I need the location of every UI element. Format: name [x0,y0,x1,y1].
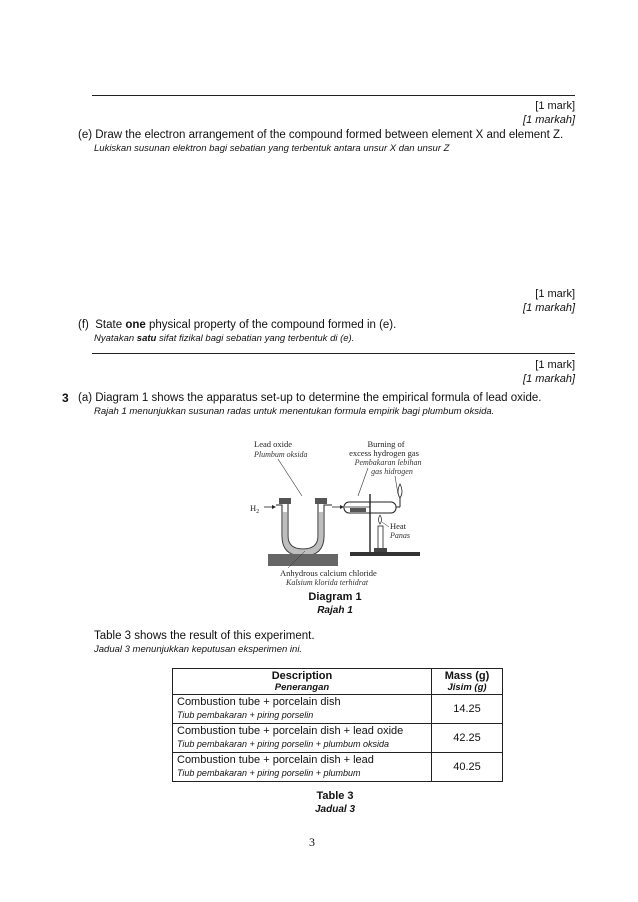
mark-label-1-my: [1 markah] [523,114,575,126]
results-table [172,668,503,782]
label-anhydrous: Anhydrous calcium chloride [280,568,377,578]
row-2-desc: Combustion tube + porcelain dish + lead oxide [177,725,404,737]
header-description-label-my: Penerangan [274,682,330,693]
label-lead-oxide-my: Plumbum oksida [254,450,308,459]
question-f-label: (f) [78,319,89,331]
header-mass-label-my: Jisim (g) [447,682,487,693]
diagram-caption: Diagram 1 [308,591,362,603]
apparatus-diagram [250,436,430,586]
label-lead-oxide: Lead oxide [254,439,292,449]
mark-label-3-my: [1 markah] [523,373,575,385]
question-f-text-bold: one [125,319,146,331]
header-mass [432,669,503,695]
label-heat-my: Panas [390,531,410,540]
table-intro: Table 3 shows the result of this experiment. [94,630,315,642]
question-3a: (a) Diagram 1 shows the apparatus set-up to determine the empirical formula of lead oxide. [78,392,542,404]
row-1-desc: Combustion tube + porcelain dish [177,696,341,708]
diagram-caption-my: Rajah 1 [317,605,353,616]
label-burning-2: excess hydrogen gas [349,448,419,458]
mark-label-1: [1 mark] [535,100,575,112]
answer-line-top [92,95,575,96]
label-heat: Heat [390,521,407,531]
label-h2: $H_2$ [250,503,260,515]
table-row [173,753,503,782]
question-f-my-pre: Nyatakan [94,333,137,344]
row-3-desc-my: Tiub pembakaran + piring porselin + plumbum [177,768,361,778]
label-burning-my-2: gas hidrogen [371,467,413,476]
question-e-my: Lukiskan susunan elektron bagi sebatian yang terbentuk antara unsur X dan unsur Z [94,143,450,154]
label-burning-1: Burning of [367,439,405,449]
table-caption: Table 3 [316,790,354,802]
table-caption-my: Jadual 3 [314,804,356,815]
header-description [173,669,432,695]
question-f-text-pre: State [95,319,126,331]
row-2-desc-my: Tiub pembakaran + piring porselin + plumbum oksida [177,739,390,749]
table-intro-my: Jadual 3 menunjukkan keputusan eksperimen ini. [94,644,303,655]
table-cell-mass: 42.25 [432,724,503,753]
page-number: 3 [309,835,315,849]
table-row [173,695,503,724]
question-f-text-post: physical property of the compound formed in (e). [145,319,397,331]
table-cell-mass: 14.25 [432,695,503,724]
answer-line-f [92,353,575,354]
row-1-desc-my: Tiub pembakaran + piring porselin [177,710,314,720]
table-cell-mass: 40.25 [432,753,503,782]
header-mass-label: Mass (g) [444,670,490,682]
mark-label-3: [1 mark] [535,359,575,371]
mark-label-2: [1 mark] [535,288,575,300]
label-anhydrous-my: Kalsium klorida terhidrat [286,578,369,586]
question-f [78,319,396,331]
question-number-3: 3 [62,391,69,405]
question-3a-my: Rajah 1 menunjukkan susunan radas untuk menentukan formula empirik bagi plumbum oksida. [94,406,495,417]
mark-label-2-my: [1 markah] [523,302,575,314]
table-row [173,724,503,753]
header-description-label: Description [271,670,333,682]
question-f-my [94,333,354,344]
table-cell-description [173,753,432,782]
table-header-row [173,669,503,695]
label-burning-my-1: Pembakaran lebihan [354,458,422,467]
question-f-my-bold: satu [136,333,157,344]
question-f-my-post: sifat fizikal bagi sebatian yang terbentuk di (e). [156,333,355,344]
row-3-desc: Combustion tube + porcelain dish + lead [177,754,374,766]
question-e: (e) Draw the electron arrangement of the compound formed between element X and element Z. [78,129,564,141]
table-cell-description [173,724,432,753]
table-cell-description [173,695,432,724]
